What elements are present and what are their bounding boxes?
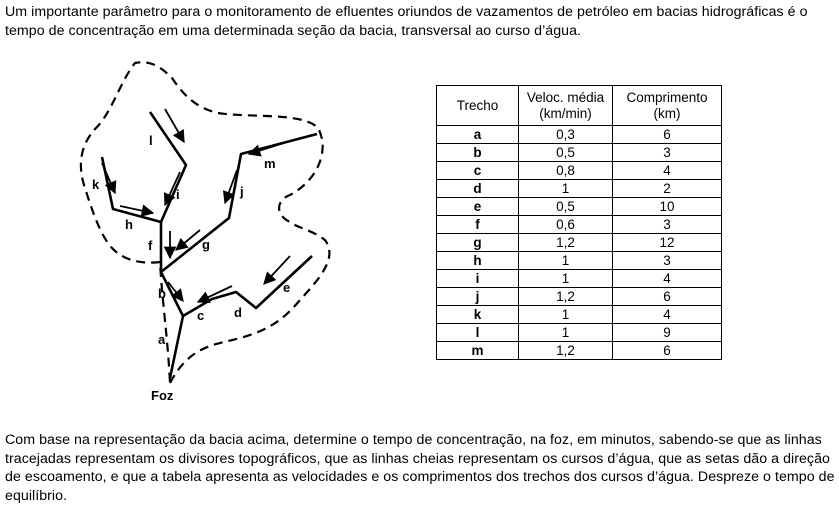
cell-comprimento: 6 [613, 126, 722, 144]
header-velocidade-line1: Veloc. média [526, 89, 605, 105]
table-row [437, 216, 722, 234]
cell-comprimento: 6 [613, 288, 722, 306]
cell-velocidade: 1 [519, 252, 613, 270]
cell-velocidade: 1 [519, 324, 613, 342]
header-comprimento-line1: Comprimento [626, 89, 708, 105]
cell-velocidade: 0,5 [519, 144, 613, 162]
table-row [437, 126, 722, 144]
cell-velocidade: 0,3 [519, 126, 613, 144]
flow-arrow-g [176, 230, 200, 250]
label-g: g [202, 237, 210, 252]
cell-comprimento: 2 [613, 180, 722, 198]
flow-arrows [102, 109, 290, 302]
label-m: m [264, 156, 276, 171]
stream-segments-table [436, 85, 722, 360]
cell-comprimento: 4 [613, 306, 722, 324]
cell-trecho: c [437, 162, 519, 180]
cell-comprimento: 3 [613, 216, 722, 234]
cell-trecho: b [437, 144, 519, 162]
table-row [437, 270, 722, 288]
cell-comprimento: 3 [613, 252, 722, 270]
cell-trecho: f [437, 216, 519, 234]
cell-comprimento: 9 [613, 324, 722, 342]
cell-velocidade: 1,2 [519, 288, 613, 306]
mouth-label: Foz [151, 388, 174, 403]
cell-velocidade: 1 [519, 180, 613, 198]
segment-labels [92, 133, 290, 403]
watershed-divide [81, 62, 330, 383]
cell-trecho: m [437, 342, 519, 360]
cell-trecho: h [437, 252, 519, 270]
cell-trecho: e [437, 198, 519, 216]
table-row [437, 198, 722, 216]
table-row [437, 162, 722, 180]
cell-comprimento: 4 [613, 270, 722, 288]
cell-trecho: g [437, 234, 519, 252]
table-header-row [437, 86, 722, 126]
header-comprimento-line2: (km) [653, 105, 681, 121]
table-row [437, 180, 722, 198]
cell-comprimento: 12 [613, 234, 722, 252]
stream-c-d-e [183, 256, 312, 316]
cell-trecho: i [437, 270, 519, 288]
cell-comprimento: 4 [613, 162, 722, 180]
label-c: c [197, 308, 205, 323]
label-a: a [158, 332, 166, 347]
cell-velocidade: 1,2 [519, 234, 613, 252]
intro-paragraph: Um importante parâmetro para o monitoramento de efluentes oriundos de vazamentos de petróleo em bacias hidrográficas é o tempo de concentração em uma determinada seção da bacia, transversal ao curso d’água. [5, 4, 808, 39]
cell-trecho: j [437, 288, 519, 306]
header-comprimento [613, 86, 722, 126]
cell-velocidade: 0,8 [519, 162, 613, 180]
header-velocidade-line2: (km/min) [539, 105, 592, 121]
cell-velocidade: 0,6 [519, 216, 613, 234]
label-f: f [148, 238, 153, 253]
cell-comprimento: 10 [613, 198, 722, 216]
table-row [437, 288, 722, 306]
cell-trecho: a [437, 126, 519, 144]
cell-velocidade: 1 [519, 270, 613, 288]
stream-f-g-j-m [161, 134, 317, 272]
table-row [437, 144, 722, 162]
flow-arrow-m [249, 141, 290, 154]
table-row [437, 342, 722, 360]
stream-a [170, 316, 183, 378]
label-i: i [176, 187, 180, 202]
cell-trecho: k [437, 306, 519, 324]
label-h: h [125, 217, 133, 232]
table-row [437, 324, 722, 342]
table-row [437, 252, 722, 270]
cell-velocidade: 0,5 [519, 198, 613, 216]
header-velocidade [519, 86, 613, 126]
cell-trecho: l [437, 324, 519, 342]
table-row [437, 306, 722, 324]
table-row [437, 234, 722, 252]
cell-comprimento: 3 [613, 144, 722, 162]
cell-velocidade: 1 [519, 306, 613, 324]
question-paragraph: Com base na representação da bacia acima, determine o tempo de concentração, na foz, em minutos, sabendo-se que as linhas tracejadas representam os divisores topográficos, que as linhas cheias representam os cursos d’água, que as setas dão a direção de escoamento, e que a tabela apresenta as velocidades e os comprimentos dos trechos dos cursos d’água. Despreze o tempo de equilíbrio. [5, 432, 835, 504]
label-j: j [240, 184, 244, 199]
cell-trecho: d [437, 180, 519, 198]
cell-velocidade: 1,2 [519, 342, 613, 360]
label-d: d [234, 305, 242, 320]
label-b: b [158, 286, 166, 301]
cell-comprimento: 6 [613, 342, 722, 360]
label-e: e [283, 280, 291, 295]
header-trecho: Trecho [437, 86, 519, 126]
label-k: k [92, 177, 100, 192]
label-l: l [149, 133, 153, 148]
